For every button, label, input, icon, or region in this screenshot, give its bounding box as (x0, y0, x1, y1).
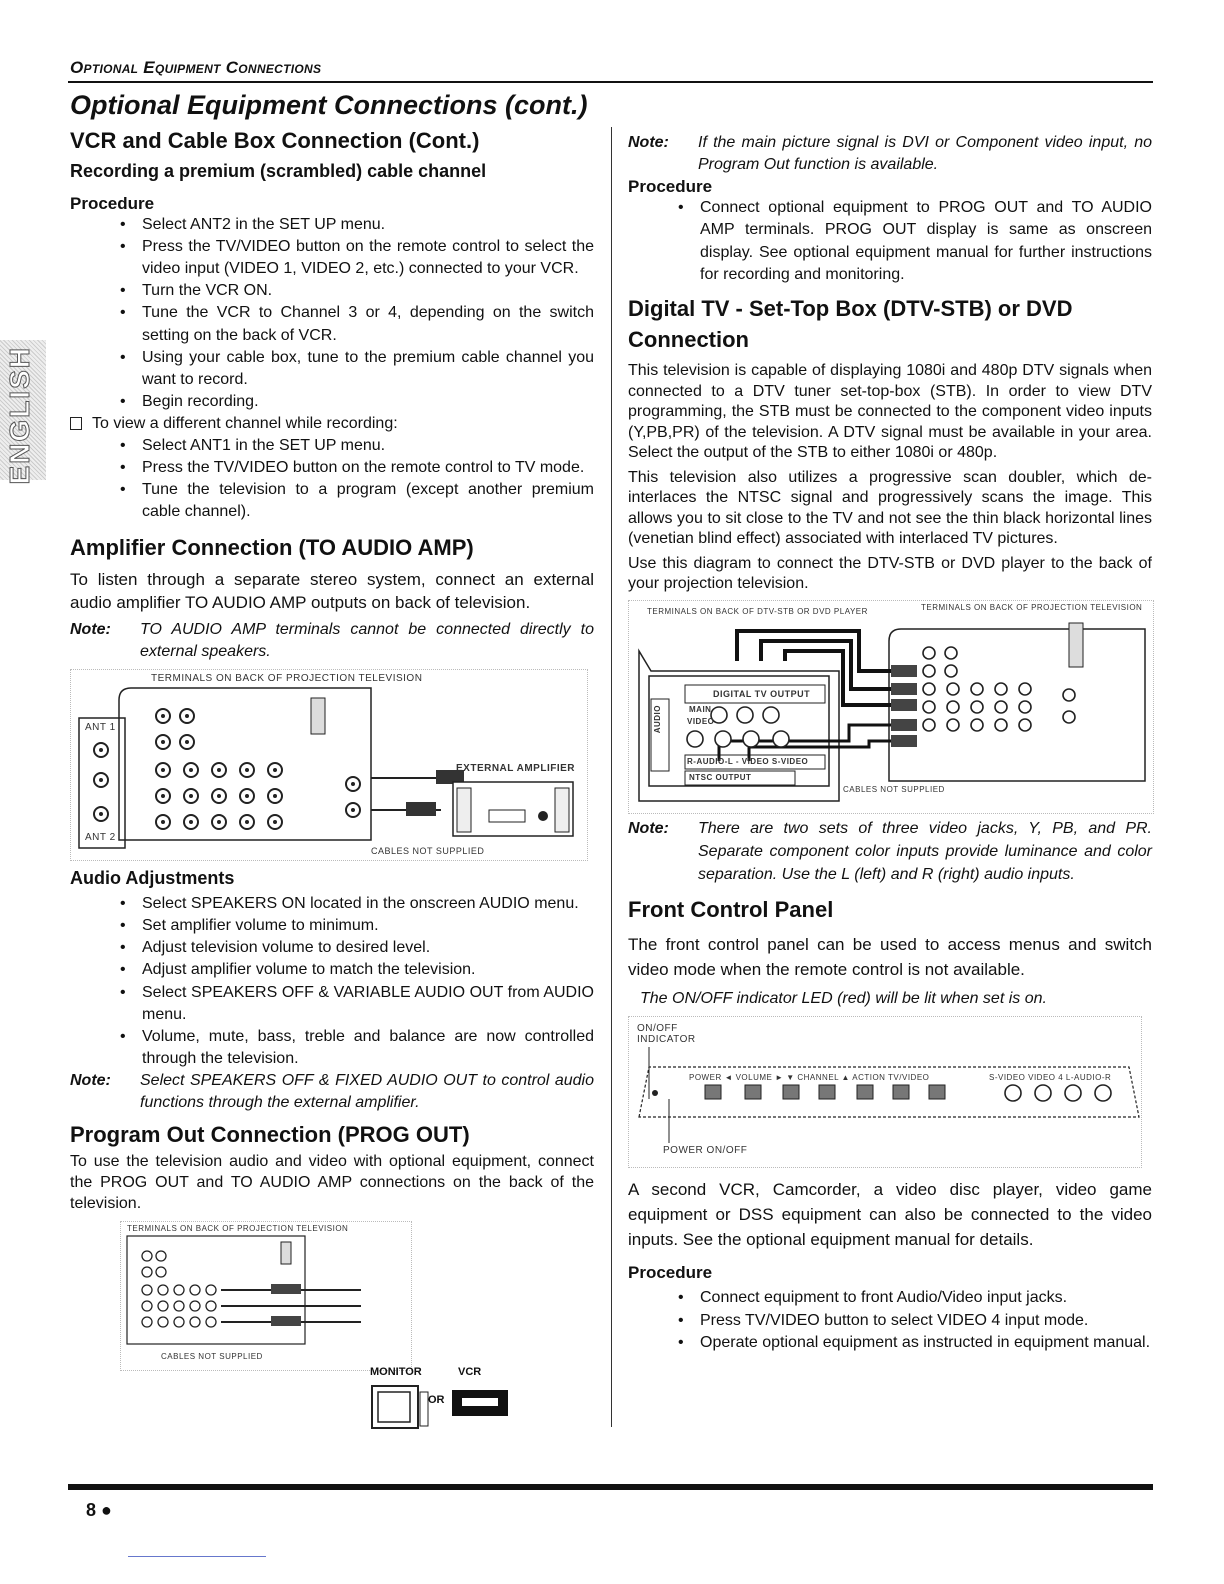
jack-icon (211, 762, 227, 778)
program-out-diagram-svg (121, 1222, 411, 1370)
list-item: • Connect optional equipment to PROG OUT and TO AUDIO AMP terminals. PROG OUT display is same as onscreen display. See optional equipment manual for further instructions for recording and monitoring. (628, 197, 1152, 285)
jack-icon (267, 814, 283, 830)
program-out-text: To use the television audio and video with optional equipment, connect the PROG OUT and TO AUDIO AMP connections on the back of the television. (70, 1153, 594, 1212)
list-item: • Press TV/VIDEO button to select VIDEO 4 input mode. (628, 1310, 1152, 1332)
ant2-jack-icon (93, 806, 109, 822)
left-column (70, 128, 594, 1406)
list-item: • Press the TV/VIDEO button on the remote control to TV mode. (70, 457, 594, 479)
list-item: • Press the TV/VIDEO button on the remote control to select the video input (VIDEO 1, VIDEO 2, etc.) connected to your VCR. (70, 236, 594, 280)
language-side-tab (0, 340, 46, 485)
amplifier-note (70, 619, 594, 663)
diagram-top-label: TERMINALS ON BACK OF PROJECTION TELEVISION (151, 672, 423, 684)
page-number: 8 ● (86, 1500, 112, 1520)
note-text: TO AUDIO AMP terminals cannot be connected directly to external speakers. (140, 620, 594, 660)
audio-amp-r-jack-icon (345, 776, 361, 792)
dtv-note (628, 818, 1152, 886)
jack-icon (267, 762, 283, 778)
procedure-label: Procedure (628, 177, 713, 197)
cables-label: CABLES NOT SUPPLIED (161, 1351, 263, 1361)
list-item: • Turn the VCR ON. (70, 280, 594, 302)
list-item: • Select SPEAKERS OFF & VARIABLE AUDIO OUT from AUDIO menu. (70, 982, 594, 1026)
dtv-paragraph-2: This television also utilizes a progressive scan doubler, which de-interlaces the NTSC signal and progressively scans the image. This allows you to sit close to the TV and not see the thin black horizontal lines (venetian blind effect) associated with interlaced TV pictures. (628, 468, 1152, 548)
jack-icon (183, 788, 199, 804)
ant1-label: ANT 1 (85, 721, 116, 733)
list-item: • Operate optional equipment as instructed in equipment manual. (628, 1332, 1152, 1354)
note-text: Select SPEAKERS OFF & FIXED AUDIO OUT to control audio functions through the external amplifier. (140, 1071, 594, 1111)
list-item: • Tune the television to a program (except another premium cable channel). (70, 479, 594, 523)
list-item: • Tune the VCR to Channel 3 or 4, depending on the switch setting on the back of VCR. (70, 302, 594, 346)
main-label: MAIN (689, 705, 712, 715)
jack-icon (211, 814, 227, 830)
list-item: • Volume, mute, bass, treble and balance are now controlled through the television. (70, 1026, 594, 1070)
list-item: • Adjust amplifier volume to match the television. (70, 959, 594, 981)
audio-adjustment-steps (70, 893, 594, 1070)
list-item: • Select ANT1 in the SET UP menu. (70, 435, 594, 457)
bottom-link-line (128, 1556, 266, 1557)
video-label: VIDEO (687, 717, 715, 727)
jack-icon (155, 734, 171, 750)
onoff-indicator-label: ON/OFF INDICATOR (637, 1023, 696, 1046)
jack-icon (239, 762, 255, 778)
right-column (628, 128, 1152, 1354)
stb-terminals-label: TERMINALS ON BACK OF DTV-STB OR DVD PLAYER (647, 607, 868, 617)
recording-subtitle: Recording a premium (scrambled) cable channel (70, 161, 487, 182)
program-out-title: Program Out Connection (PROG OUT) (70, 1121, 470, 1147)
column-divider (611, 127, 612, 1427)
front-jack-labels: S-VIDEO VIDEO 4 L-AUDIO-R (989, 1073, 1112, 1083)
list-item: • Set amplifier volume to minimum. (70, 915, 594, 937)
amplifier-diagram (70, 669, 588, 861)
external-amplifier-label: EXTERNAL AMPLIFIER (456, 762, 576, 774)
power-onoff-label: POWER ON/OFF (663, 1145, 748, 1157)
monitor-label: MONITOR (370, 1366, 422, 1378)
front-panel-diagram (628, 1016, 1142, 1168)
digital-tv-output-label: DIGITAL TV OUTPUT (713, 689, 811, 700)
amplifier-section-title: Amplifier Connection (TO AUDIO AMP) (70, 535, 474, 561)
tv-terminals-label: TERMINALS ON BACK OF PROJECTION TELEVISION (921, 603, 1143, 613)
procedure-label: Procedure (70, 193, 155, 213)
list-item: • Connect equipment to front Audio/Video input jacks. (628, 1287, 1152, 1309)
dtv-paragraph-1: This television is capable of displaying 1080i and 480p DTV signals when connected to a DTV tuner set-top-box (STB). In order to view DTV programming, the STB must be connected to the component video inputs (Y,PB,PR) of the television. A DTV signal must be available in your area. Select the output of the STB to either 1080i or 480p. (628, 362, 1152, 462)
note-label: Note: (70, 620, 111, 638)
prog-out-jack-icon (93, 772, 109, 788)
list-item: • Begin recording. (70, 391, 594, 413)
note-text: If the main picture signal is DVI or Component video input, no Program Out function is available. (698, 134, 1152, 174)
jack-icon (179, 708, 195, 724)
jack-icon (155, 708, 171, 724)
audio-label: AUDIO (653, 705, 662, 734)
jack-icon (155, 788, 171, 804)
front-panel-title: Front Control Panel (628, 896, 834, 922)
monitor-vcr-icon (370, 1382, 520, 1434)
note-label: Note: (70, 1071, 111, 1089)
list-item: • Using your cable box, tune to the premium cable channel you want to record. (70, 347, 594, 391)
checkbox-square-icon (70, 417, 82, 430)
running-head: Optional Equipment Connections (70, 58, 322, 77)
list-item: • Adjust television volume to desired level. (70, 937, 594, 959)
side-tab-label: ENGLISH (4, 346, 35, 485)
note-label: Note: (628, 134, 669, 151)
jack-icon (239, 788, 255, 804)
ntsc-output-label: NTSC OUTPUT (689, 773, 752, 783)
jack-icon (155, 762, 171, 778)
ant1-jack-icon (93, 742, 109, 758)
program-out-note (628, 132, 1152, 176)
audio-note (70, 1070, 594, 1114)
list-item: • Select ANT2 in the SET UP menu. (70, 214, 594, 236)
r-audio-l-label: R-AUDIO-L - VIDEO S-VIDEO (687, 757, 809, 767)
onoff-indicator-note: The ON/OFF indicator LED (red) will be lit when set is on. (640, 990, 1047, 1008)
amplifier-text: To listen through a separate stereo system, connect an external audio amplifier TO AUDIO AMP outputs on back of television. (70, 569, 594, 613)
recording-steps (70, 214, 594, 413)
jack-icon (211, 788, 227, 804)
jack-icon (183, 762, 199, 778)
audio-amp-l-jack-icon (345, 802, 361, 818)
jack-icon (155, 814, 171, 830)
list-item: • Select SPEAKERS ON located in the onscreen AUDIO menu. (70, 893, 594, 915)
or-label: OR (428, 1394, 445, 1406)
jack-icon (183, 814, 199, 830)
front-panel-text: The front control panel can be used to access menus and switch video mode when the remote control is not available. (628, 935, 1152, 979)
diagram-top-label: TERMINALS ON BACK OF PROJECTION TELEVISION (127, 1223, 349, 1233)
procedure-label: Procedure (628, 1263, 713, 1283)
note-text: There are two sets of three video jacks, Y, PB, and PR. Separate component color inputs provide luminance and color separation. Use the L (left) and R (right) audio inputs. (698, 820, 1152, 883)
dtv-section-title: Digital TV - Set-Top Box (DTV-STB) or DVD Connection (628, 295, 1073, 352)
cables-label: CABLES NOT SUPPLIED (371, 845, 485, 856)
program-out-steps (628, 197, 1152, 285)
program-out-diagram (120, 1221, 412, 1371)
second-equipment-text: A second VCR, Camcorder, a video disc player, video game equipment or DSS equipment can also be connected to the video inputs. See the optional equipment manual for details. (628, 1180, 1152, 1249)
jack-icon (179, 734, 195, 750)
checkbox-item (70, 413, 594, 435)
checkbox-item-label: To view a different channel while recording: (92, 414, 398, 432)
ant2-label: ANT 2 (85, 831, 116, 843)
front-panel-steps (628, 1287, 1152, 1353)
jack-icon (267, 788, 283, 804)
dtv-paragraph-3: Use this diagram to connect the DTV-STB or DVD player to the back of your projection television. (628, 554, 1152, 592)
dtv-diagram (628, 600, 1154, 814)
front-button-labels: POWER ◄ VOLUME ► ▼ CHANNEL ▲ ACTION TV/VIDEO (689, 1073, 930, 1083)
cables-label: CABLES NOT SUPPLIED (843, 785, 945, 795)
jack-icon (239, 814, 255, 830)
vcr-section-title: VCR and Cable Box Connection (Cont.) (70, 128, 480, 153)
vcr-label: VCR (458, 1366, 482, 1378)
view-channel-steps (70, 435, 594, 523)
page-title: Optional Equipment Connections (cont.) (70, 90, 588, 120)
note-label: Note: (628, 820, 669, 838)
audio-adjustments-title: Audio Adjustments (70, 867, 235, 888)
footer-rule (68, 1484, 1153, 1490)
header-rule (68, 81, 1153, 83)
